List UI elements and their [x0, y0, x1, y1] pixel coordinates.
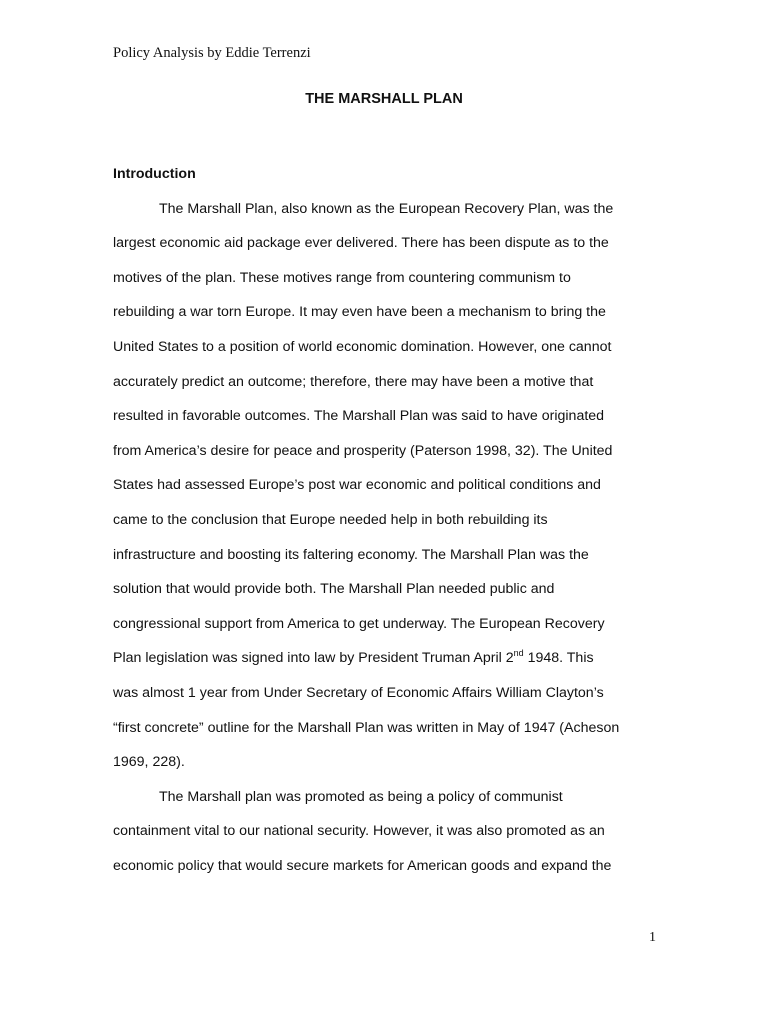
paragraph-line: rebuilding a war torn Europe. It may even have been a mechanism to bring the [113, 304, 606, 321]
paragraph-line: resulted in favorable outcomes. The Marshall Plan was said to have originated [113, 408, 605, 425]
paragraph-line: United States to a position of world economic domination. However, one cannot [113, 338, 612, 355]
document-title: THE MARSHALL PLAN [305, 91, 463, 107]
paragraph-line: from America’s desire for peace and prosperity (Paterson 1998, 32). The United [113, 442, 613, 459]
paragraph-line: congressional support from America to get underway. The European Recovery [113, 615, 605, 632]
paragraph-line: came to the conclusion that Europe needed help in both rebuilding its [113, 511, 548, 528]
paragraph-line: economic policy that would secure markets for American goods and expand the [113, 857, 612, 874]
paragraph-line: The Marshall plan was promoted as being a policy of communist [159, 788, 563, 805]
line-text: Plan legislation was signed into law by President Truman April 2 [113, 650, 514, 667]
paragraph-line: 1969, 228). [113, 754, 185, 771]
paragraph-line: solution that would provide both. The Marshall Plan needed public and [113, 581, 555, 598]
paragraph-line: motives of the plan. These motives range from countering communism to [113, 269, 571, 286]
running-header: Policy Analysis by Eddie Terrenzi [113, 45, 311, 61]
paragraph-line: The Marshall Plan, also known as the European Recovery Plan, was the [159, 200, 614, 217]
paragraph-line: largest economic aid package ever delivered. There has been dispute as to the [113, 235, 609, 252]
line-text: 1948. This [523, 650, 594, 667]
paragraph-line [113, 641, 658, 676]
document-body [113, 157, 658, 883]
paragraph-line: containment vital to our national security. However, it was also promoted as an [113, 823, 605, 840]
paragraph-line: infrastructure and boosting its faltering economy. The Marshall Plan was the [113, 546, 589, 563]
paragraph-line: States had assessed Europe’s post war economic and political conditions and [113, 477, 601, 494]
paragraph-line: “first concrete” outline for the Marshall Plan was written in May of 1947 (Acheson [113, 719, 620, 736]
paragraph-line: was almost 1 year from Under Secretary of Economic Affairs William Clayton’s [113, 684, 604, 701]
ordinal-superscript: nd [513, 647, 524, 658]
paragraph-line: accurately predict an outcome; therefore, there may have been a motive that [113, 373, 594, 390]
page-number: 1 [649, 930, 656, 945]
section-heading: Introduction [113, 166, 196, 182]
